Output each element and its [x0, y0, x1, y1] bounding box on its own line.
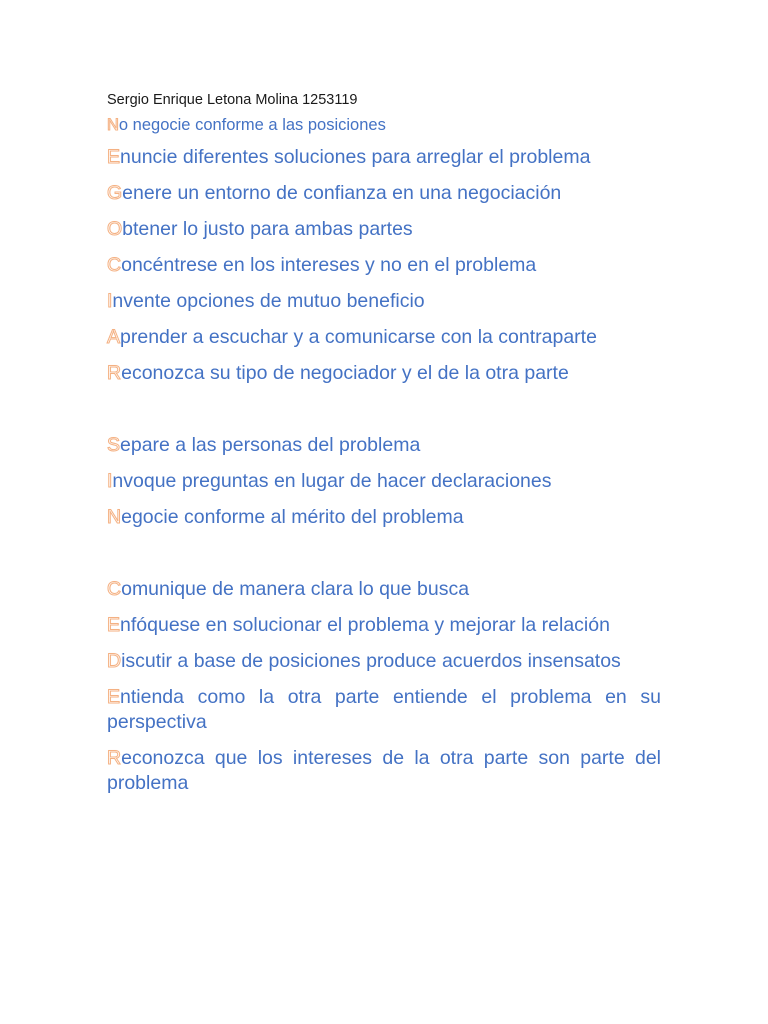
acrostic-line	[107, 577, 661, 602]
acrostic-text: o negocie conforme a las posiciones	[118, 116, 386, 134]
acrostic-initial: S	[107, 434, 121, 456]
paragraph-gap	[107, 397, 661, 433]
acrostic-text: econozca que los intereses de la otra parte son parte del problema	[107, 747, 661, 794]
acrostic-line	[107, 114, 661, 136]
acrostic-initial: N	[107, 116, 119, 134]
acrostic-text: iscutir a base de posiciones produce acuerdos insensatos	[121, 650, 621, 672]
acrostic-text: prender a escuchar y a comunicarse con la contraparte	[120, 326, 597, 348]
acrostic-initial: I	[107, 290, 113, 312]
acrostic-text: btener lo justo para ambas partes	[122, 218, 413, 240]
acrostic-block-ceder	[107, 577, 661, 796]
acrostic-initial: C	[107, 254, 122, 276]
acrostic-text: oncéntrese en los intereses y no en el problema	[121, 254, 537, 276]
acrostic-line	[107, 613, 661, 638]
acrostic-line	[107, 746, 661, 796]
acrostic-initial: C	[107, 578, 122, 600]
acrostic-initial: O	[107, 218, 123, 240]
document-page	[107, 90, 661, 807]
acrostic-initial: E	[107, 146, 121, 168]
acrostic-initial: G	[107, 182, 123, 204]
acrostic-block-sin	[107, 433, 661, 530]
acrostic-initial: A	[107, 326, 121, 348]
paragraph-gap	[107, 541, 661, 577]
acrostic-initial: R	[107, 747, 122, 769]
acrostic-line	[107, 325, 661, 350]
acrostic-initial: D	[107, 650, 122, 672]
acrostic-line	[107, 289, 661, 314]
acrostic-block-negociar	[107, 114, 661, 386]
acrostic-text: omunique de manera clara lo que busca	[121, 578, 470, 600]
acrostic-initial: I	[107, 470, 113, 492]
acrostic-line	[107, 145, 661, 170]
acrostic-text: enere un entorno de confianza en una negociación	[122, 182, 562, 204]
acrostic-initial: E	[107, 614, 121, 636]
acrostic-line	[107, 469, 661, 494]
acrostic-text: nfóquese en solucionar el problema y mejorar la relación	[120, 614, 610, 636]
acrostic-line	[107, 433, 661, 458]
acrostic-initial: R	[107, 362, 122, 384]
acrostic-line	[107, 505, 661, 530]
acrostic-line	[107, 181, 661, 206]
acrostic-initial: E	[107, 686, 121, 708]
acrostic-line	[107, 217, 661, 242]
author-line: Sergio Enrique Letona Molina 1253119	[107, 92, 358, 108]
acrostic-text: egocie conforme al mérito del problema	[121, 506, 464, 528]
acrostic-text: nuncie diferentes soluciones para arreglar el problema	[120, 146, 591, 168]
acrostic-line	[107, 361, 661, 386]
acrostic-line	[107, 649, 661, 674]
acrostic-text: epare a las personas del problema	[120, 434, 421, 456]
acrostic-text: econozca su tipo de negociador y el de la otra parte	[121, 362, 569, 384]
acrostic-initial: N	[107, 506, 122, 528]
acrostic-text: nvoque preguntas en lugar de hacer declaraciones	[112, 470, 552, 492]
acrostic-text: nvente opciones de mutuo beneficio	[112, 290, 425, 312]
acrostic-text: ntienda como la otra parte entiende el problema en su perspectiva	[107, 686, 661, 733]
acrostic-line	[107, 685, 661, 735]
acrostic-line	[107, 253, 661, 278]
